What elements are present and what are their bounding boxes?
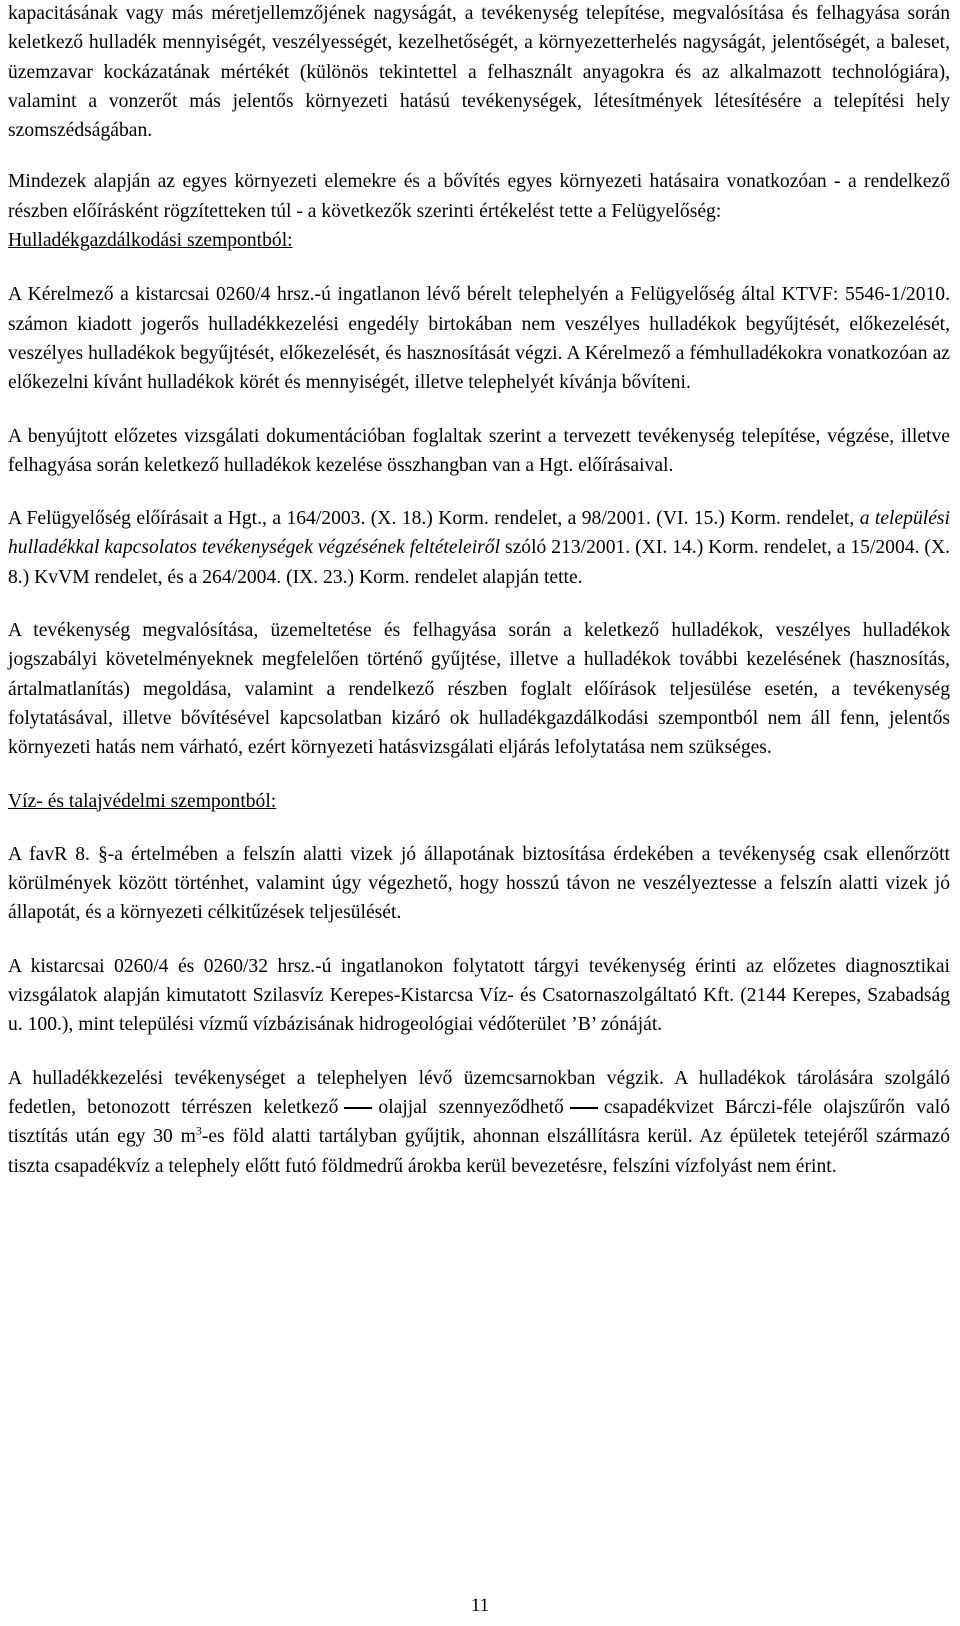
spacer	[8, 480, 950, 504]
paragraph-9-part-c: csapadékvizet Bárczi-féle olajszűrőn való tisztítás után egy 30 m	[8, 1096, 950, 1148]
spacer	[8, 928, 950, 952]
document-body	[8, 0, 950, 1181]
dash-glyph	[344, 1107, 372, 1109]
paragraph-4: A benyújtott előzetes vizsgálati dokumentációban foglaltak szerint a tervezett tevékenység telepítése, végzése, illetve felhagyása során keletkező hulladékok kezelése összhangban van a Hgt. előírásaival.	[8, 425, 950, 476]
spacer	[8, 398, 950, 422]
superscript-exponent: 3	[195, 1123, 202, 1138]
spacer	[8, 763, 950, 787]
paragraph-6: A tevékenység megvalósítása, üzemeltetése és felhagyása során a keletkező hulladékok, veszélyes hulladékok jogszabályi követelményeknek megfelelően történő gyűjtése, illetve a hulladékok további kezelésének (hasznosítás, ártalmatlanítás) megoldása, valamint a rendelkező részben foglalt előírások teljesülése esetén, a tevékenység folytatásával, illetve bővítésével kapcsolatban kizáró ok hulladékgazdálkodási szempontból nem áll fenn, jelentős környezeti hatás nem várható, ezért környezeti hatásvizsgálati eljárás lefolytatása nem szükséges.	[8, 620, 950, 759]
section-heading-waste: Hulladékgazdálkodási szempontból:	[8, 230, 293, 252]
spacer	[8, 816, 950, 840]
paragraph-9-part-a: A hulladékkezelési tevékenységet a telephelyen lévő üzemcsarnokban végzik. A hulladékok tárolására szolgáló fedetlen, betonozott térrészen keletkező	[8, 1067, 950, 1118]
spacer	[8, 255, 950, 280]
paragraph-3: A Kérelmező a kistarcsai 0260/4 hrsz.-ú ingatlanon lévő bérelt telephelyén a Felügyelőség által KTVF: 5546-1/2010. számon kiadott jogerős hulladékkezelési engedély birtokában nem veszélyes hulladékok begyűjtését, előkezelését, veszélyes hulladékok begyűjtését, előkezelését, és hasznosítását végzi. A Kérelmező a fémhulladékokra vonatkozóan az előkezelni kívánt hulladékok körét és mennyiségét, illetve telephelyét kívánja bővíteni.	[8, 284, 950, 394]
paragraph-7: A favR 8. §-a értelmében a felszín alatti vizek jó állapotának biztosítása érdekében a tevékenység csak ellenőrzött körülmények között történhet, valamint úgy végezhető, hogy hosszú távon ne veszélyeztesse a felszín alatti vizek jó állapotát, és a környezeti célkitűzések teljesülését.	[8, 843, 950, 924]
paragraph-5-part-c: szóló 213/2001. (XI. 14.) Korm. rendelet, a 15/2004. (X. 8.) KvVM rendelet, és a 264/2004. (IX. 23.) Korm. rendelet alapján tette.	[8, 537, 950, 588]
spacer	[8, 1040, 950, 1064]
paragraph-9	[8, 1064, 950, 1181]
paragraph-5	[8, 504, 950, 592]
spacer	[8, 592, 950, 616]
paragraph-9-part-d: -es föld alatti tartályban gyűjtik, ahonnan elszállításra kerül. Az épületek tetejéről származó tiszta csapadékvíz a telephely előtt futó földmedrű árokba kerül bevezetésre, felszíni vízfolyást nem érint.	[8, 1126, 950, 1177]
regulation-title: a települési hulladékkal kapcsolatos tevékenységek végzésének feltételeiről	[8, 508, 950, 559]
paragraph-8: A kistarcsai 0260/4 és 0260/32 hrsz.-ú ingatlanokon folytatott tárgyi tevékenység érinti az előzetes diagnosztikai vizsgálatok alapján kimutatott Szilasvíz Kerepes-Kistarcsa Víz- és Csatornaszolgáltató Kft. (2144 Kerepes, Szabadság u. 100.), mint települési vízmű vízbázisának hidrogeológiai védőterület ’B’ zónáját.	[8, 955, 950, 1036]
page-number: 11	[470, 1595, 490, 1616]
paragraph-5-part-a: A Felügyelőség előírásait a Hgt., a 164/2003. (X. 18.) Korm. rendelet, a 98/2001. (VI. 15.) Korm. rendelet,	[8, 508, 860, 530]
paragraph-2: Mindezek alapján az egyes környezeti elemekre és a bővítés egyes környezeti hatásaira vonatkozóan - a rendelkező részben előírásként rögzítetteken túl - a következők szerinti értékelést tette a Felügyelőség:	[8, 171, 950, 222]
section-heading-water: Víz- és talajvédelmi szempontból:	[8, 790, 277, 812]
spacer	[8, 145, 950, 167]
dash-glyph	[570, 1107, 598, 1109]
paragraph-1: kapacitásának vagy más méretjellemzőjének nagyságát, a tevékenység telepítése, megvalósítása és felhagyása során keletkező hulladék mennyiségét, veszélyességét, kezelhetőségét, a környezetterhelés nagyságát, jelentőségét, a baleset, üzemzavar kockázatának mértékét (különös tekintettel a felhasznált anyagokra és az alkalmazott technológiára), valamint a vonzerőt más jelentős környezeti hatású tevékenységek, létesítmények létesítésére a telepítési hely szomszédságában.	[8, 3, 950, 142]
paragraph-9-part-b: olajjal szennyeződhető	[378, 1096, 564, 1118]
